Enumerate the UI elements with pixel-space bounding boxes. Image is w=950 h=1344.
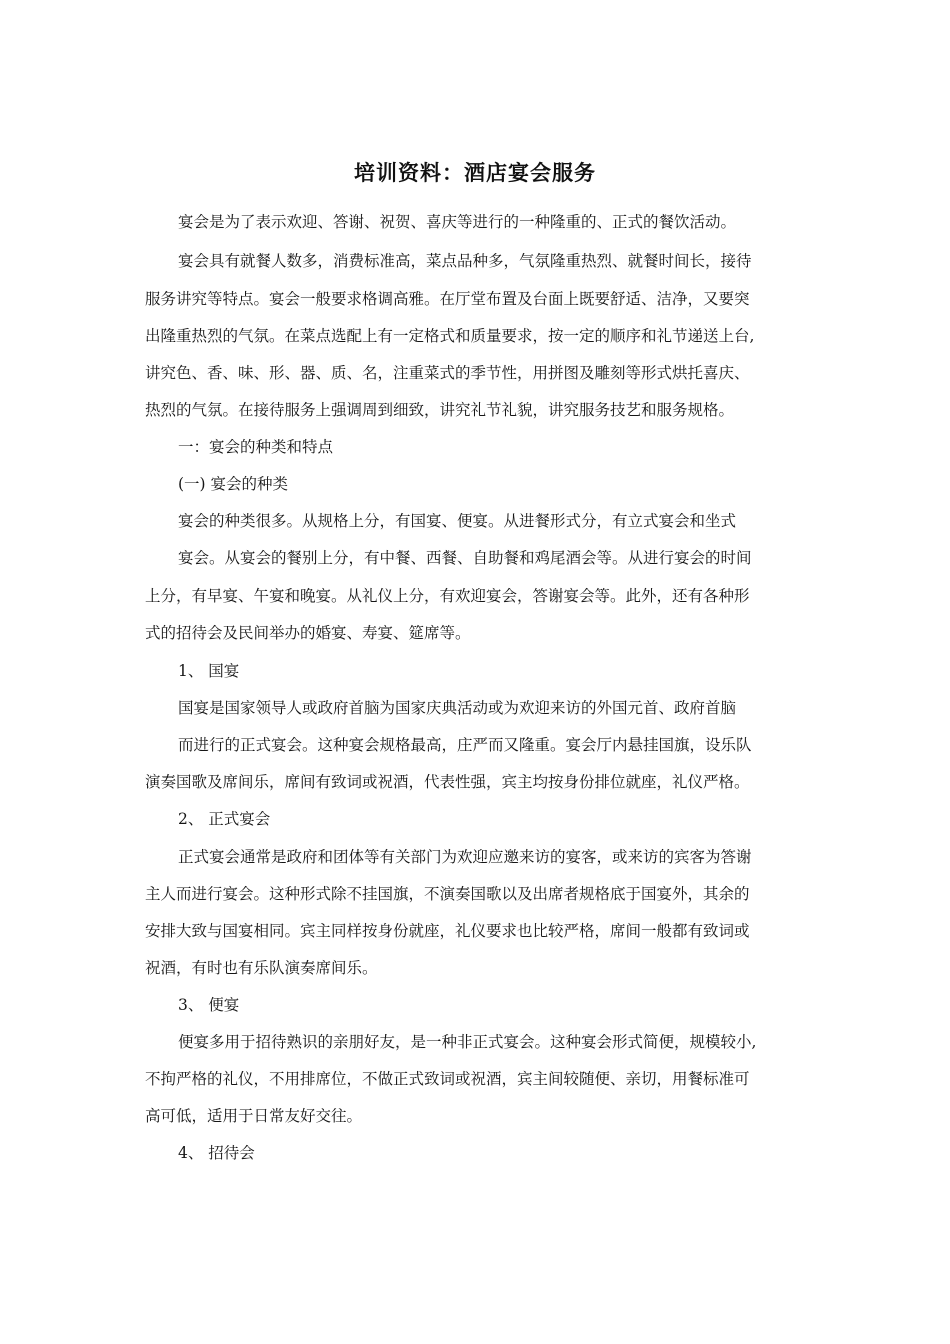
paragraph-line: 宴会是为了表示欢迎、答谢、祝贺、喜庆等进行的一种隆重的、正式的餐饮活动。 — [178, 213, 737, 231]
paragraph-line: 演奏国歌及席间乐，席间有致词或祝酒，代表性强，宾主均按身份排位就座，礼仪严格。 — [145, 773, 750, 791]
paragraph-line: 安排大致与国宴相同。宾主同样按身份就座，礼仪要求也比较严格，席间一般都有致词或 — [145, 922, 750, 940]
item-heading: 4、 招待会 — [178, 1144, 255, 1162]
paragraph-line: 热烈的气氛。在接待服务上强调周到细致，讲究礼节礼貌，讲究服务技艺和服务规格。 — [145, 401, 735, 419]
document-title: 培训资料：酒店宴会服务 — [354, 161, 596, 185]
subsection-heading: (一) 宴会的种类 — [178, 475, 289, 493]
paragraph-line: 便宴多用于招待熟识的亲朋好友，是一种非正式宴会。这种宴会形式简便，规模较小, — [178, 1033, 757, 1051]
paragraph-line: 宴会。从宴会的餐别上分，有中餐、西餐、自助餐和鸡尾酒会等。从进行宴会的时间 — [178, 549, 752, 567]
paragraph-line: 式的招待会及民间举办的婚宴、寿宴、筵席等。 — [145, 624, 471, 642]
item-heading: 3、 便宴 — [178, 996, 240, 1014]
paragraph-line: 而进行的正式宴会。这种宴会规格最高，庄严而又隆重。宴会厅内悬挂国旗，设乐队 — [178, 736, 752, 754]
item-heading: 1、 国宴 — [178, 662, 240, 680]
paragraph-line: 上分，有早宴、午宴和晚宴。从礼仪上分，有欢迎宴会，答谢宴会等。此外，还有各种形 — [145, 587, 750, 605]
paragraph-line: 服务讲究等特点。宴会一般要求格调高雅。在厅堂布置及台面上既要舒适、洁净，又要突 — [145, 290, 750, 308]
paragraph-line: 出隆重热烈的气氛。在菜点选配上有一定格式和质量要求，按一定的顺序和礼节递送上台, — [145, 327, 755, 345]
item-heading: 2、 正式宴会 — [178, 810, 271, 828]
paragraph-line: 高可低，适用于日常友好交往。 — [145, 1107, 363, 1125]
section-heading: 一：宴会的种类和特点 — [178, 438, 334, 456]
paragraph-line: 主人而进行宴会。这种形式除不挂国旗，不演奏国歌以及出席者规格底于国宴外，其余的 — [145, 885, 750, 903]
paragraph-line: 国宴是国家领导人或政府首脑为国家庆典活动或为欢迎来访的外国元首、政府首脑 — [178, 699, 737, 717]
paragraph-line: 正式宴会通常是政府和团体等有关部门为欢迎应邀来访的宴客，或来访的宾客为答谢 — [178, 848, 752, 866]
paragraph-line: 宴会的种类很多。从规格上分，有国宴、便宴。从进餐形式分，有立式宴会和坐式 — [178, 512, 737, 530]
paragraph-line: 讲究色、香、味、形、器、质、名，注重菜式的季节性，用拼图及雕刻等形式烘托喜庆、 — [145, 364, 750, 382]
paragraph-line: 祝酒，有时也有乐队演奏席间乐。 — [145, 959, 378, 977]
paragraph-line: 不拘严格的礼仪，不用排席位，不做正式致词或祝酒，宾主间较随便、亲切，用餐标准可 — [145, 1070, 750, 1088]
paragraph-line: 宴会具有就餐人数多，消费标准高，菜点品种多，气氛隆重热烈、就餐时间长，接待 — [178, 252, 752, 270]
